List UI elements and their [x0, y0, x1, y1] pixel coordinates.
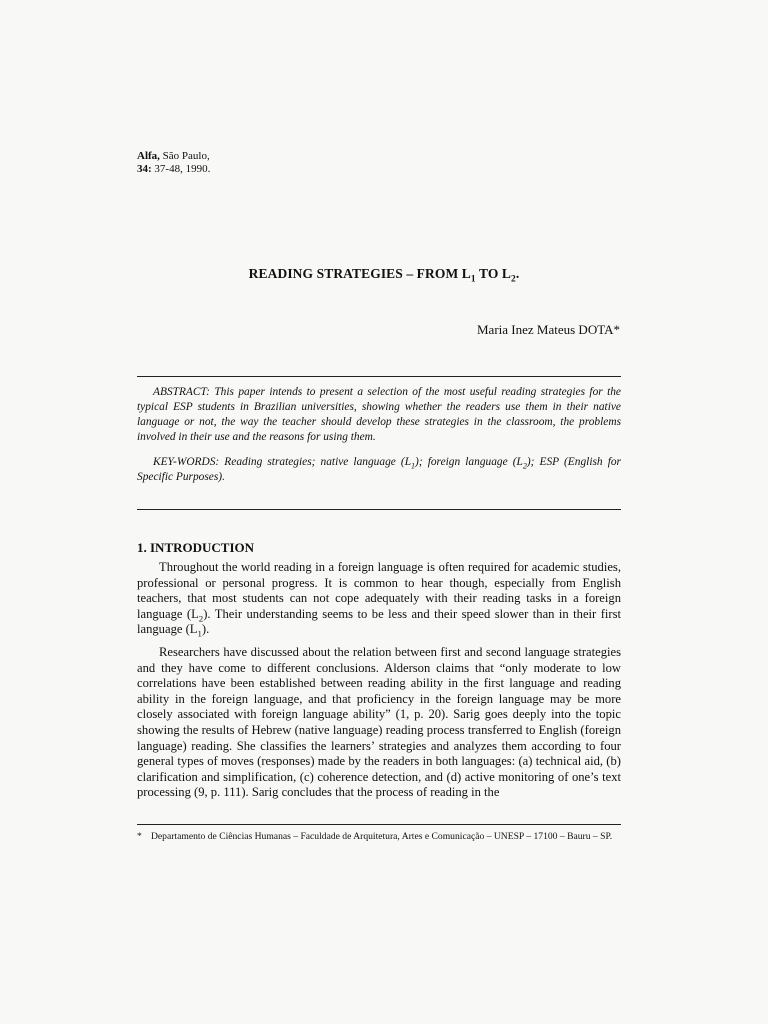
keywords-text: KEY-WORDS: Reading strategies; native language $(L_1)$; foreign language $(L_2)$; ESP (English for Specific Purposes). [137, 456, 621, 483]
journal-volume: 34: [137, 163, 152, 175]
footnote [137, 830, 621, 843]
abstract-text: ABSTRACT: This paper intends to present a selection of the most useful reading strategies for the typical ESP students in Brazilian universities, showing whether the readers use them in their native language or not, the way the teacher should develop these strategies in the classroom, the problems involved in their use and the reasons for using them. [137, 386, 621, 443]
introduction-body [137, 560, 621, 801]
paragraph: Researchers have discussed about the relation between first and second language strategies and they have come to different conclusions. Alderson claims that “only moderate to low correlations have been established between reading ability in the first language and reading ability in the foreign language, and that proficiency in the foreign language may be more closely associated with foreign language ability” (1, p. 20). Sarig goes deeply into the topic showing the results of Hebrew (native language) reading process transferred to English (foreign language) reading. She classifies the learners’ strategies and analyzes them according to four general types of moves (responses) made by the readers in both languages: (a) technical aid, (b) clarification and simplification, (c) coherence detection, and (d) active monitoring of one’s text processing (9, p. 111). Sarig concludes that the process of reading in the [137, 644, 621, 800]
paper-title: READING STRATEGIES – FROM $L_1$ TO $L_2$. [248, 266, 520, 285]
divider-bottom [137, 509, 621, 510]
abstract-block [137, 385, 621, 485]
footnote-mark: * [137, 831, 142, 842]
journal-place: São Paulo, [162, 150, 210, 162]
section-heading-introduction: 1. INTRODUCTION [137, 540, 255, 555]
paper-author: Maria Inez Mateus DOTA* [477, 322, 620, 337]
footnote-text: Departamento de Ciências Humanas – Faculdade de Arquitetura, Artes e Comunicação – UNESP – 17100 – Bauru – SP. [151, 831, 613, 842]
journal-pages-year: 37-48, 1990. [154, 163, 211, 175]
footnote-divider [137, 824, 621, 825]
divider-top [137, 376, 621, 377]
journal-citation [137, 150, 210, 176]
journal-name: Alfa, [137, 150, 160, 162]
paragraph: Throughout the world reading in a foreign language is often required for academic studies, professional or personal progress. It is common to hear though, especially from English teachers, that most students can not cope adequately with their reading tasks in a foreign language $(L_2)$. Their understanding seems to be less and their speed slower than in their first language $(L_1)$. [137, 560, 621, 639]
